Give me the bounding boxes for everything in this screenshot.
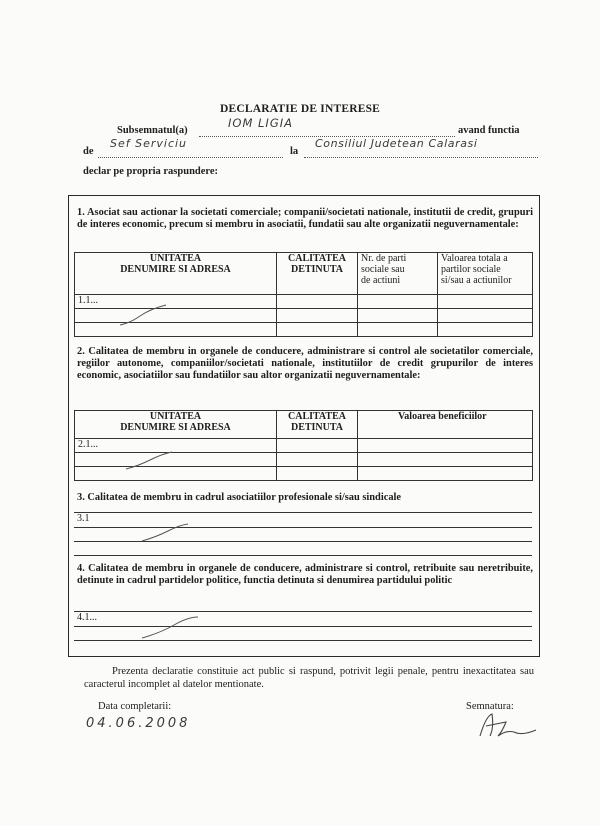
s4-row-label: 4.1... [77,612,97,623]
s2-cell[interactable] [277,439,358,453]
s2-cell[interactable] [75,467,277,481]
subsemnatul-label: Subsemnatul(a) [117,125,188,136]
public-act-statement: Prezenta declaratie constituie act public si raspund, potrivit legii penale, pentru inexactitatea sau caracterul incomplet al datelor mentionate. [84,666,534,690]
s2-cell[interactable] [358,439,533,453]
s1-cell[interactable] [438,295,533,309]
s1-row-label: 1.1... [75,295,277,309]
s1-cell[interactable] [75,309,277,323]
s2-cell[interactable] [75,453,277,467]
date-label: Data completarii: [98,701,172,712]
signature-label: Semnatura: [466,701,514,712]
section4-strike-mark [140,615,200,641]
s1-col-valoarea: Valoarea totala a partilor sociale si/sau a actiunilor [438,253,533,295]
section2-strike-mark [124,450,174,472]
s2-col-valoarea-beneficiilor: Valoarea beneficiilor [358,411,533,439]
section3-heading: 3. Calitatea de membru in cadrul asociatiilor profesionale si/sau sindicale [77,492,402,503]
s1-col-unitatea: UNITATEA DENUMIRE SI ADRESA [75,253,277,295]
s3-row-label: 3.1 [77,513,90,524]
s2-col-calitatea: CALITATEA DETINUTA [277,411,358,439]
s1-cell[interactable] [358,309,438,323]
la-label: la [290,146,299,157]
institution-handwritten: Consiliul Judetean Calarasi [315,137,478,150]
section2-heading: 2. Calitatea de membru in organele de conducere, administrare si control ale societatilor comerciale, regiilor autonome, companiilor/societati nationale, institutiilor de credit grupurilor de interes economic, asociatiilor sau fundatiilor sau altor organizatii neguvernamentale: [77,346,533,382]
s3-line [74,512,532,513]
s1-cell[interactable] [277,323,358,337]
s2-cell[interactable] [277,453,358,467]
s1-cell[interactable] [438,309,533,323]
s1-col-calitatea: CALITATEA DETINUTA [277,253,358,295]
s1-cell[interactable] [75,323,277,337]
s1-cell[interactable] [358,295,438,309]
s3-line [74,555,532,556]
s1-cell[interactable] [438,323,533,337]
s4-line [74,611,532,612]
function-handwritten: Sef Serviciu [110,137,188,150]
name-handwritten: IOM LIGIA [228,116,293,130]
s1-cell[interactable] [358,323,438,337]
de-label: de [83,146,94,157]
date-handwritten: 04.06.2008 [86,716,191,731]
section1-heading: 1. Asociat sau actionar la societati comerciale; companii/societati nationale, institutii de credit, grupuri de interes economic, precum si membru in asociatii, fundatii sau alte organizatii neguvernamentale: [77,207,533,231]
s2-cell[interactable] [358,467,533,481]
s1-col-nr-parti: Nr. de parti sociale sau de actiuni [358,253,438,295]
s2-row-label: 2.1... [75,439,277,453]
section4-heading: 4. Calitatea de membru in organele de conducere, administrare si control, retribuite sau neretribuite, detinute in cadrul partidelor politice, functia detinuta si denumirea partidului politic [77,563,533,587]
document-title: DECLARATIE DE INTERESE [219,103,381,115]
declar-label: declar pe propria raspundere: [83,166,219,177]
s1-cell[interactable] [277,295,358,309]
s2-col-unitatea: UNITATEA DENUMIRE SI ADRESA [75,411,277,439]
s2-cell[interactable] [277,467,358,481]
avand-functia-label: avand functia [458,125,520,136]
s1-cell[interactable] [277,309,358,323]
section1-strike-mark [118,303,168,329]
section3-strike-mark [140,522,190,544]
signature [476,706,542,744]
s2-cell[interactable] [358,453,533,467]
